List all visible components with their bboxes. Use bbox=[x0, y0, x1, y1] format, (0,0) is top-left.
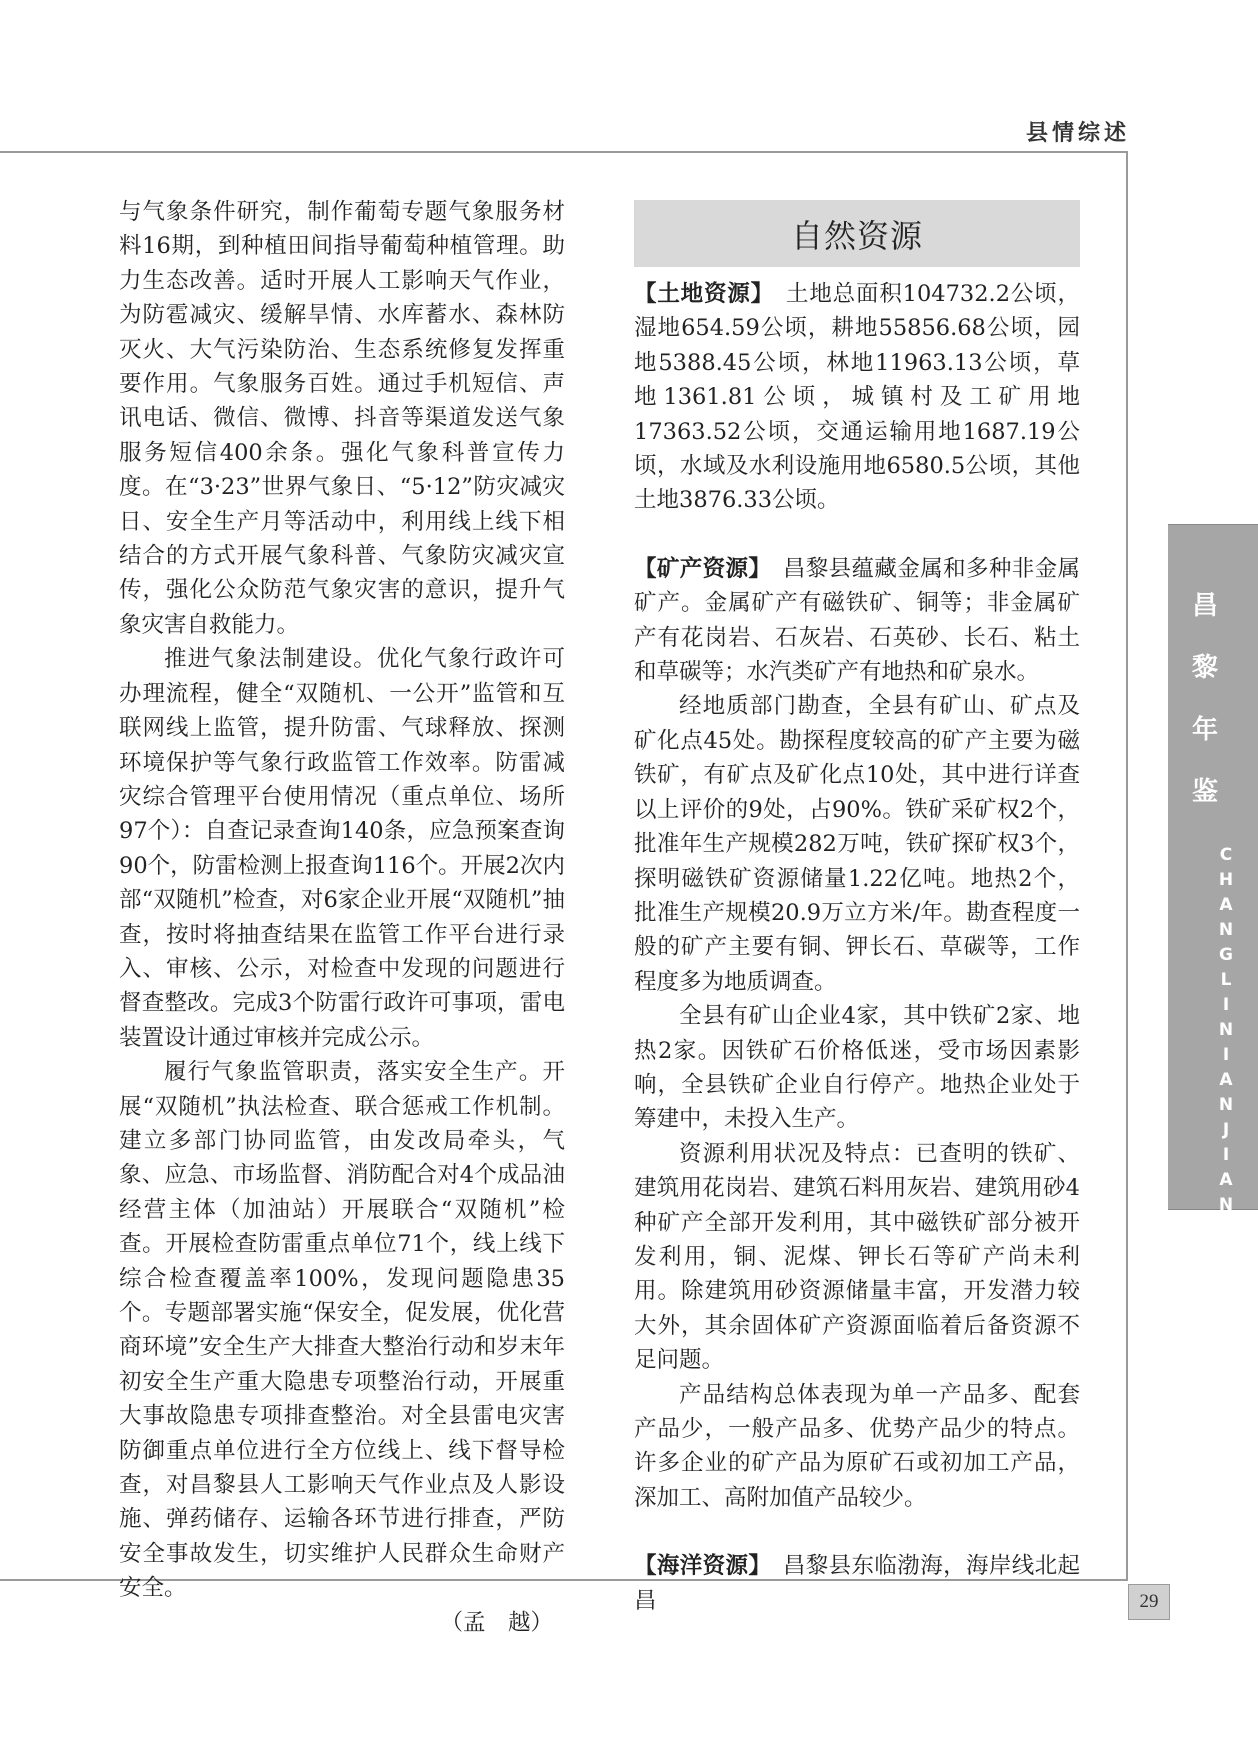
ocean-resources-text: 昌黎县东临渤海，海岸线北起昌 bbox=[634, 1553, 1080, 1614]
header-rule bbox=[0, 151, 1128, 153]
ocean-resources-label: 【海洋资源】 bbox=[634, 1553, 761, 1580]
land-resources-paragraph bbox=[634, 277, 1080, 518]
mineral-paragraph-3: 资源利用状况及特点：已查明的铁矿、建筑用花岗岩、建筑石料用灰岩、建筑用砂4种矿产全部开发利用，其中磁铁矿部分被开发利用，铜、泥煤、钾长石等矿产尚未利用。除建筑用砂资源储量丰富，开发潜力较大外，其余固体矿产资源面临着后备资源不足问题。 bbox=[634, 1140, 1080, 1374]
left-paragraph-1: 与气象条件研究，制作葡萄专题气象服务材料16期，到种植田间指导葡萄种植管理。助力生态改善。适时开展人工影响天气作业，为防雹减灾、缓解旱情、水库蓄水、森林防灭火、大气污染防治、生态系统修复发挥重要作用。气象服务百姓。通过手机短信、声讯电话、微信、微博、抖音等渠道发送气象服务短信400余条。强化气象科普宣传力度。在“3·23”世界气象日、“5·12”防灾减灾日、安全生产月等活动中，利用线上线下相结合的方式开展气象科普、气象防灾减灾宣传，强化公众防范气象灾害的意识，提升气象灾害自救能力。 bbox=[119, 199, 565, 638]
frame-right-border bbox=[1126, 152, 1128, 1581]
side-tab bbox=[1168, 524, 1258, 1220]
left-paragraph-2: 推进气象法制建设。优化气象行政许可办理流程，健全“双随机、一公开”监管和互联网线上监管，提升防雷、气球释放、探测环境保护等气象行政监管工作效率。防雷减灾综合管理平台使用情况（重点单位、场所97个）：自查记录查询140条，应急预案查询90个，防雷检测上报查询116个。开展2次内部“双随机”检查，对6家企业开展“双随机”抽查，按时将抽查结果在监管工作平台进行录入、审核、公示，对检查中发现的问题进行督查整改。完成3个防雷行政许可事项，雷电装置设计通过审核并完成公示。 bbox=[119, 646, 565, 1051]
page-number: 29 bbox=[1128, 1584, 1170, 1620]
page-header-title: 县情综述 bbox=[1025, 120, 1130, 146]
author-credit: （孟 越） bbox=[440, 1609, 553, 1636]
section-gap bbox=[634, 1515, 1080, 1549]
mineral-resources-label: 【矿产资源】 bbox=[634, 555, 761, 582]
mineral-paragraph-2: 全县有矿山企业4家，其中铁矿2家、地热2家。因铁矿石价格低迷，受市场因素影响，全县铁矿企业自行停产。地热企业处于筹建中，未投入生产。 bbox=[634, 1003, 1080, 1133]
land-resources-label: 【土地资源】 bbox=[634, 281, 763, 307]
side-tab-char-3: 年 bbox=[1191, 715, 1218, 745]
side-tab-char-2: 黎 bbox=[1191, 653, 1218, 683]
section-gap bbox=[634, 518, 1080, 552]
mineral-paragraph-4: 产品结构总体表现为单一产品多、配套产品少，一般产品多、优势产品少的特点。许多企业的矿产品为原矿石或初加工产品，深加工、高附加值产品较少。 bbox=[634, 1381, 1080, 1511]
side-tab-char-1: 昌 bbox=[1191, 591, 1218, 621]
left-paragraph-3: 履行气象监管职责，落实安全生产。开展“双随机”执法检查、联合惩戒工作机制。建立多部门协同监管，由发改局牵头，气象、应急、市场监督、消防配合对4个成品油经营主体（加油站）开展联合“双随机”检查。开展检查防雷重点单位71个，线上线下综合检查覆盖率100%，发现问题隐患35个。专题部署实施“保安全，促发展，优化营商环境”安全生产大排查大整治行动和岁末年初安全生产重大隐患专项整治行动，开展重大事故隐患专项排查整治。对全县雷电灾害防御重点单位进行全方位线上、线下督导检查，对昌黎县人工影响天气作业点及人影设施、弹药储存、运输各环节进行排查，严防安全事故发生，切实维护人民群众生命财产安全。 bbox=[119, 1059, 565, 1602]
section-heading: 自然资源 bbox=[634, 200, 1080, 267]
side-tab-pinyin: CHANGLINIANJIAN bbox=[1216, 845, 1236, 1220]
mineral-paragraph-1: 经地质部门勘查，全县有矿山、矿点及矿化点45处。勘探程度较高的矿产主要为磁铁矿，有矿点及矿化点10处，其中进行详查以上评价的9处，占90%。铁矿采矿权2个，批准年生产规模282万吨，铁矿探矿权3个，探明磁铁矿资源储量1.22亿吨。地热2个，批准生产规模20.9万立方米/年。勘查程度一般的矿产主要有铜、钾长石、草碳等，工作程度多为地质调查。 bbox=[634, 693, 1080, 995]
side-tab-char-4: 鉴 bbox=[1191, 777, 1218, 807]
right-column bbox=[634, 277, 1080, 1618]
mineral-resources-paragraph bbox=[634, 552, 1080, 690]
mineral-resources-text: 昌黎县蕴藏金属和多种非金属矿产。金属矿产有磁铁矿、铜等；非金属矿产有花岗岩、石灰岩、石英砂、长石、粘土和草碳等；水汽类矿产有地热和矿泉水。 bbox=[634, 555, 1080, 686]
land-resources-text: 土地总面积104732.2公顷，湿地654.59公顷，耕地55856.68公顷，园地5388.45公顷，林地11963.13公顷，草地1361.81公顷，城镇村及工矿用地17363.52公顷，交通运输用地1687.19公顷，水域及水利设施用地6580.5公顷，其他土地3876.33公顷。 bbox=[634, 281, 1080, 514]
left-column bbox=[119, 195, 565, 1640]
ocean-resources-paragraph bbox=[634, 1549, 1080, 1618]
